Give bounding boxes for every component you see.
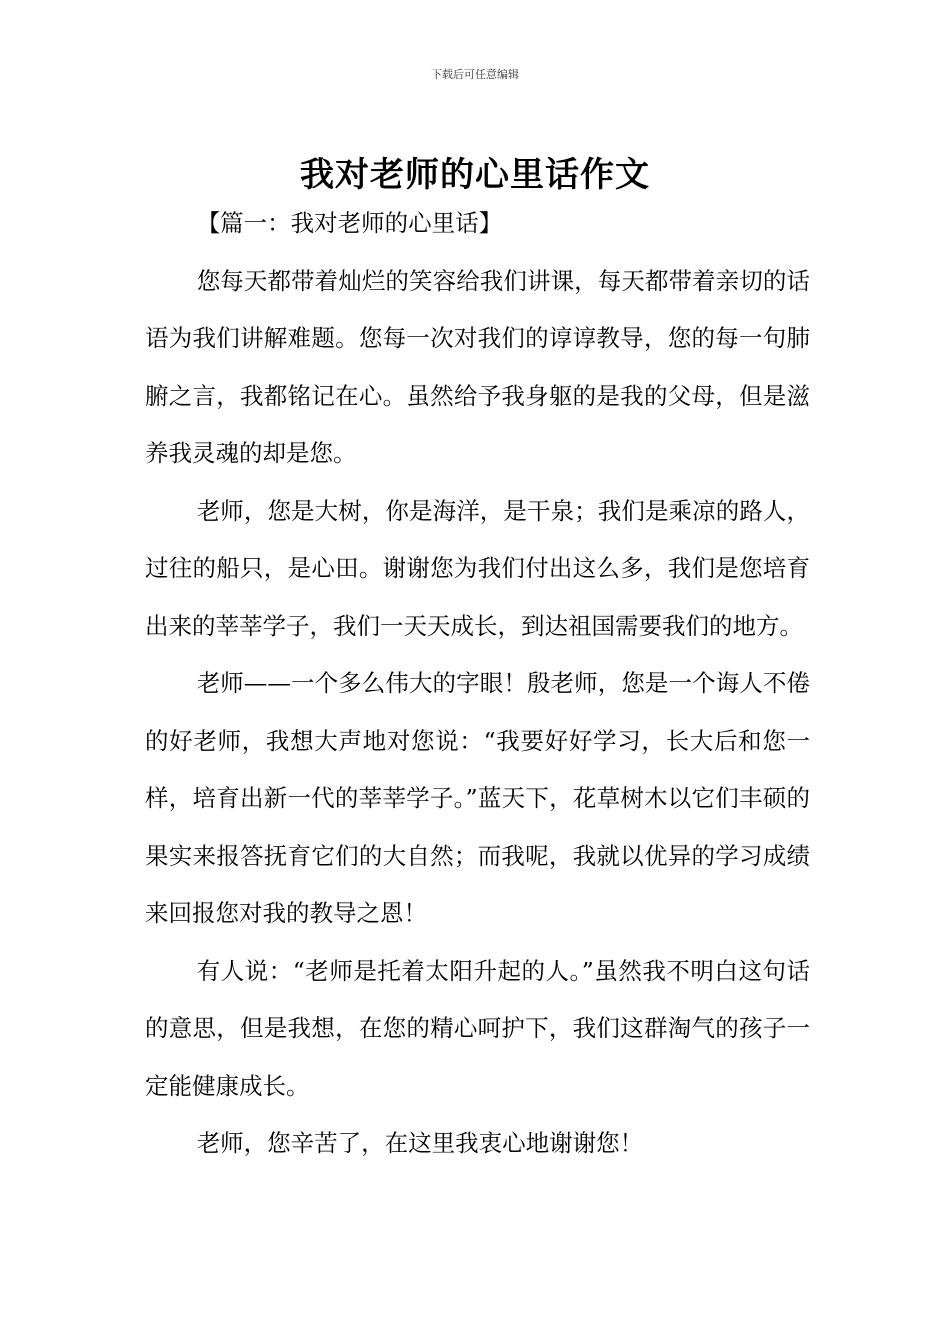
document-body [145,195,810,1173]
paragraph: 您每天都带着灿烂的笑容给我们讲课，每天都带着亲切的话语为我们讲解难题。您每一次对我们的谆谆教导，您的每一句肺腑之言，我都铭记在心。虽然给予我身躯的是我的父母，但是滋养我灵魂的却是您。 [145,266,810,467]
header-note: 下载后可任意编辑 [431,68,519,81]
section-heading: 【篇一：我对老师的心里话】 [196,209,503,237]
paragraph: 老师——一个多么伟大的字眼！殷老师，您是一个诲人不倦的好老师，我想大声地对您说：“我要好好学习，长大后和您一样，培育出新一代的莘莘学子。”蓝天下，花草树木以它们丰硕的果实来报答抚育它们的大自然；而我呢，我就以优异的学习成绩来回报您对我的教导之恩！ [145,669,810,927]
paragraph: 老师，您辛苦了，在这里我衷心地谢谢您！ [196,1129,644,1157]
paragraph: 有人说：“老师是托着太阳升起的人。”虽然我不明白这句话的意思，但是我想，在您的精心呵护下，我们这群淘气的孩子一定能健康成长。 [145,956,810,1100]
document-title: 我对老师的心里话作文 [300,154,650,195]
paragraph: 老师，您是大树，你是海洋，是干泉；我们是乘凉的路人，过往的船只，是心田。谢谢您为我们付出这么多，我们是您培育出来的莘莘学子，我们一天天成长，到达祖国需要我们的地方。 [145,496,810,640]
